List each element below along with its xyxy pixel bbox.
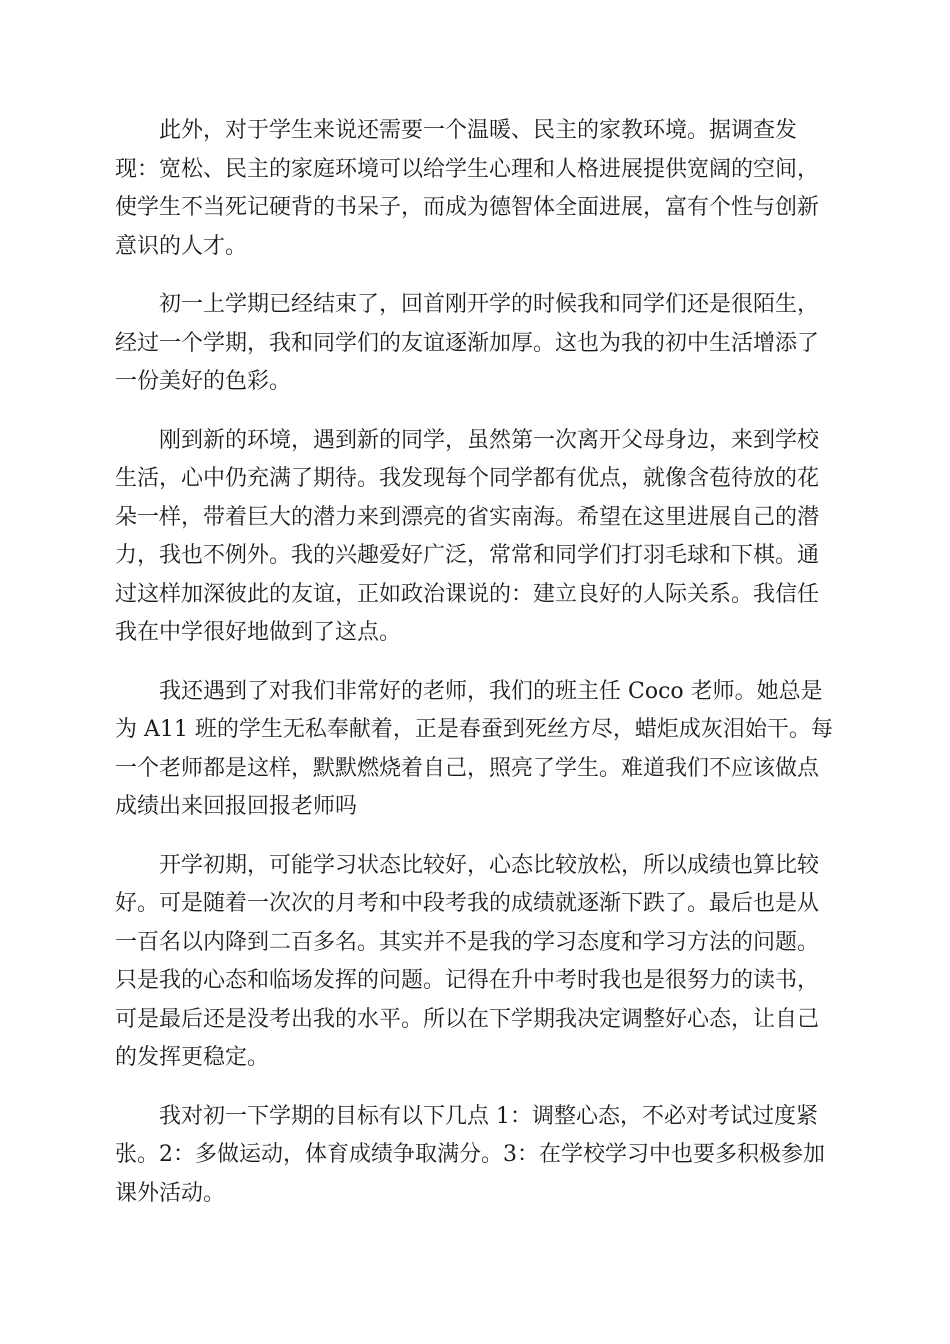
paragraph-line: 过这样加深彼此的友谊，正如政治课说的：建立良好的人际关系。我信任	[115, 581, 820, 607]
paragraph-3	[115, 422, 835, 653]
paragraph-line: 一份美好的色彩。	[115, 369, 292, 394]
paragraph-line: 生活，心中仍充满了期待。我发现每个同学都有优点，就像含苞待放的花	[115, 466, 820, 491]
paragraph-line: 意识的人才。	[115, 233, 248, 259]
paragraph-line: 初一上学期已经结束了，回首刚开学的时候我和同学们还是很陌生，	[159, 292, 820, 317]
paragraph-line: 朵一样，带着巨大的潜力来到漂亮的省实南海。希望在这里进展自己的潜	[115, 504, 820, 530]
paragraph-1	[115, 112, 835, 266]
paragraph-line: 的发挥更稳定。	[115, 1045, 270, 1070]
paragraph-line: 可是最后还是没考出我的水平。所以在下学期我决定调整好心态，让自己	[115, 1006, 820, 1032]
paragraph-2	[115, 286, 835, 402]
paragraph-line: 我在中学很好地做到了这点。	[115, 620, 402, 645]
paragraph-4	[115, 673, 835, 827]
paragraph-line: 课外活动。	[115, 1180, 226, 1206]
document-page	[115, 112, 835, 1233]
paragraph-5	[115, 847, 835, 1078]
paragraph-line: 一百名以内降到二百多名。其实并不是我的学习态度和学习方法的问题。	[115, 929, 820, 955]
paragraph-line: 开学初期，可能学习状态比较好，心态比较放松，所以成绩也算比较	[159, 852, 820, 878]
paragraph-line: 此外，对于学生来说还需要一个温暖、民主的家教环境。据调查发	[159, 118, 798, 143]
paragraph-line: 为 A11 班的学生无私奉献着，正是春蚕到死丝方尽，蜡炬成灰泪始干。每	[115, 717, 833, 742]
paragraph-line: 一个老师都是这样，默默燃烧着自己，照亮了学生。难道我们不应该做点	[115, 755, 820, 781]
paragraph-line: 我还遇到了对我们非常好的老师，我们的班主任 Coco 老师。她总是	[159, 678, 823, 704]
paragraph-line: 张。2：多做运动，体育成绩争取满分。3：在学校学习中也要多积极参加	[115, 1142, 825, 1167]
paragraph-line: 刚到新的环境，遇到新的同学，虽然第一次离开父母身边，来到学校	[159, 427, 820, 453]
paragraph-line: 只是我的心态和临场发挥的问题。记得在升中考时我也是很努力的读书，	[115, 968, 820, 993]
paragraph-line: 使学生不当死记硬背的书呆子，而成为德智体全面进展，富有个性与创新	[115, 195, 820, 220]
paragraph-line: 我对初一下学期的目标有以下几点 1：调整心态，不必对考试过度紧	[159, 1103, 818, 1129]
paragraph-line: 现：宽松、民主的家庭环境可以给学生心理和人格进展提供宽阔的空间，	[115, 156, 820, 182]
paragraph-line: 好。可是随着一次次的月考和中段考我的成绩就逐渐下跌了。最后也是从	[115, 891, 820, 916]
paragraph-line: 经过一个学期，我和同学们的友谊逐渐加厚。这也为我的初中生活增添了	[115, 330, 820, 356]
paragraph-6	[115, 1098, 835, 1214]
paragraph-line: 成绩出来回报回报老师吗	[115, 794, 358, 819]
paragraph-line: 力，我也不例外。我的兴趣爱好广泛，常常和同学们打羽毛球和下棋。通	[115, 543, 820, 568]
